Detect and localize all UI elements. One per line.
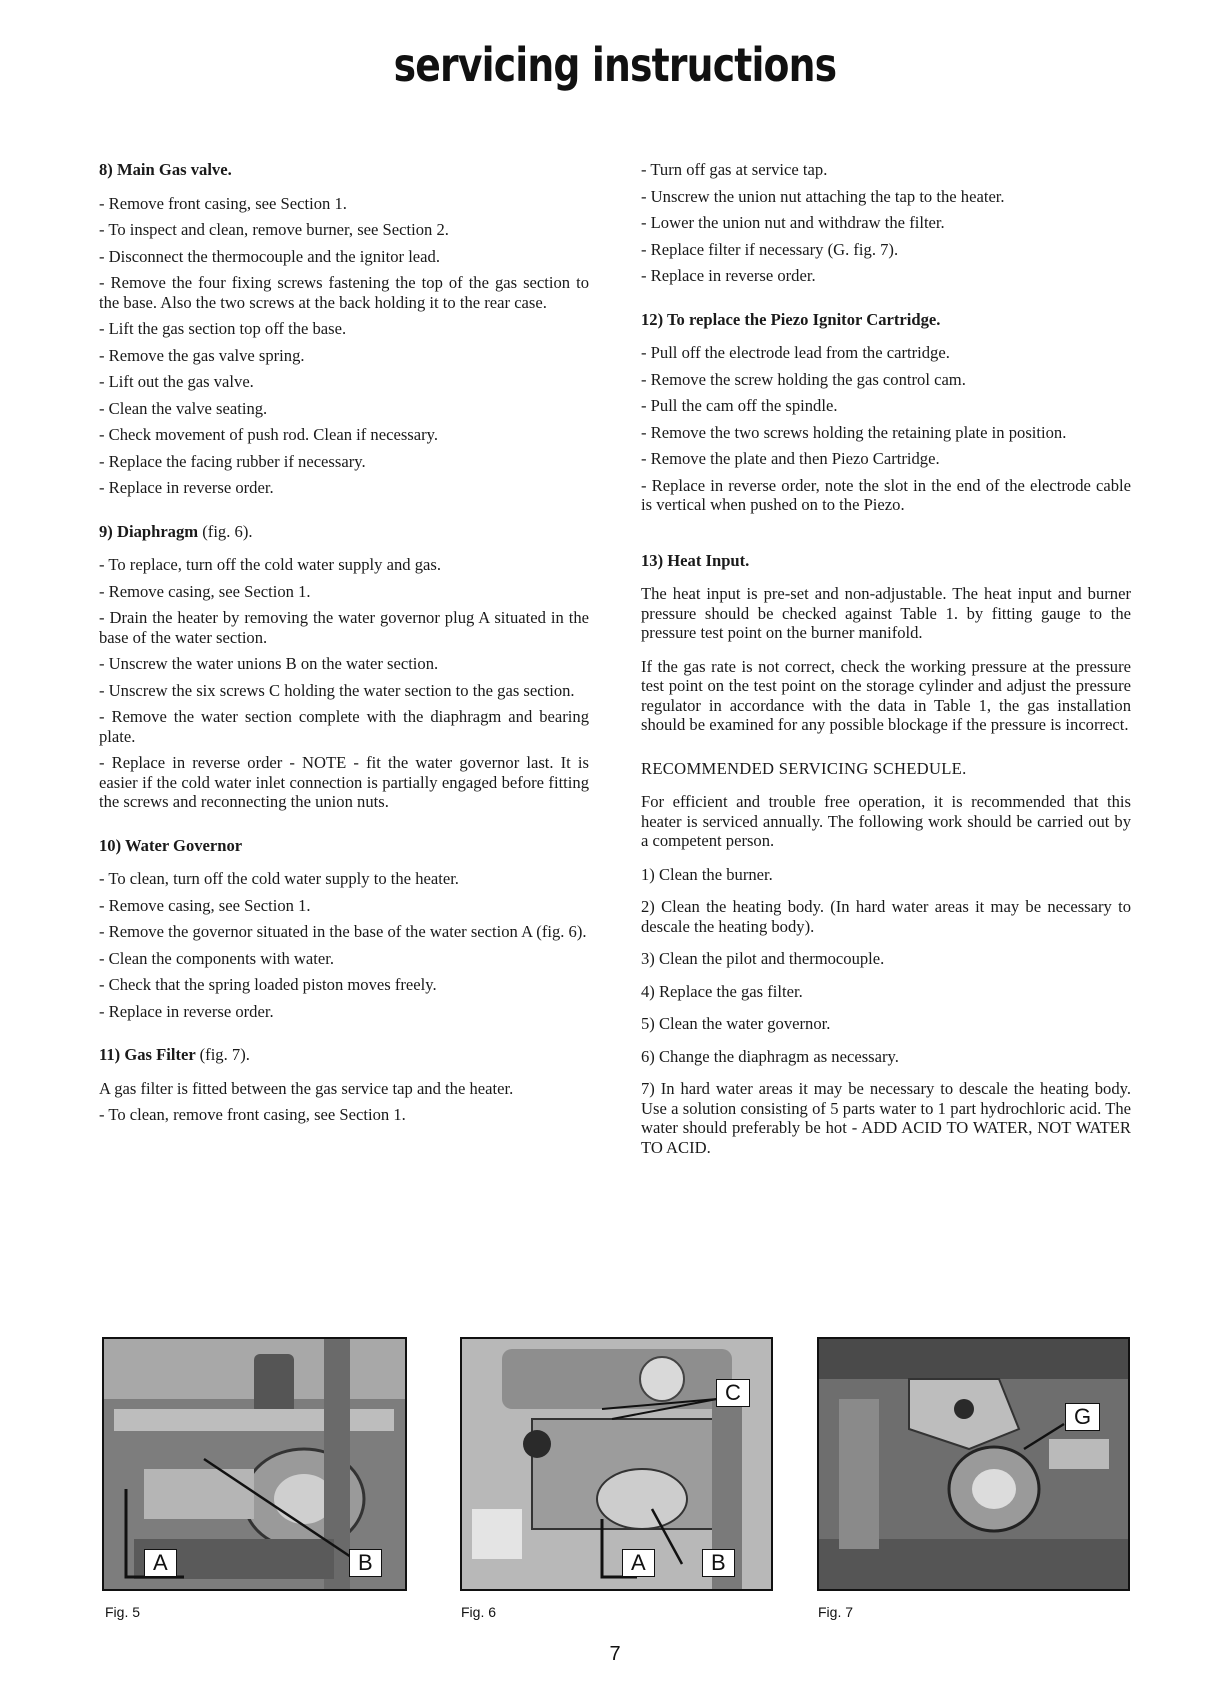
step: - Replace filter if necessary (G. fig. 7). bbox=[641, 239, 899, 259]
step: - Turn off gas at service tap. bbox=[641, 160, 828, 179]
step: - Replace in reverse order. bbox=[99, 1001, 274, 1021]
step: - Pull the cam off the spindle. bbox=[641, 396, 838, 415]
list-item: 5) Clean the water governor. bbox=[641, 1014, 831, 1033]
step: - To inspect and clean, remove burner, see Section 2. bbox=[99, 220, 449, 239]
step: - Check movement of push rod. Clean if necessary. bbox=[99, 425, 438, 444]
figure-reference: (fig. 6). bbox=[202, 521, 253, 541]
step: - Replace in reverse order. bbox=[99, 478, 274, 497]
section-piezo-ignitor bbox=[641, 310, 1131, 515]
step: - Replace in reverse order. bbox=[641, 266, 816, 285]
step: - Clean the components with water. bbox=[99, 948, 335, 968]
figure-5-caption: Fig. 5 bbox=[105, 1604, 141, 1620]
step: - Drain the heater by removing the water governor plug A situated in the base of the water section. bbox=[99, 608, 589, 647]
section-heading: 10) Water Governor bbox=[99, 835, 243, 855]
step: - Remove the two screws holding the retaining plate in position. bbox=[641, 422, 1067, 442]
figure-reference: (fig. 7). bbox=[199, 1045, 250, 1064]
step: - Remove the water section complete with the diaphragm and bearing plate. bbox=[99, 707, 589, 746]
section-heading: 12) To replace the Piezo Ignitor Cartridge. bbox=[641, 309, 941, 329]
section-water-governor bbox=[99, 836, 589, 1022]
step: - Lift the gas section top off the base. bbox=[99, 319, 347, 338]
figure-6-photo bbox=[460, 1337, 773, 1591]
list-item: 7) In hard water areas it may be necessary to descale the heating body. Use a solution consisting of 5 parts water to 1 part hydrochloric acid. The water should preferably be hot - ADD ACID TO WATER, NOT WATER TO ACID. bbox=[641, 1079, 1131, 1157]
step: - Remove the governor situated in the base of the water section A (fig. 6). bbox=[99, 922, 587, 941]
figure-label: A bbox=[622, 1549, 655, 1577]
paragraph: The heat input is pre-set and non-adjustable. The heat input and burner pressure should be checked against Table 1. by fitting gauge to the pressure test point on the burner manifold. bbox=[641, 584, 1131, 642]
step: - To clean, turn off the cold water supply to the heater. bbox=[99, 869, 459, 888]
section-diaphragm bbox=[99, 522, 589, 812]
step: - To replace, turn off the cold water supply and gas. bbox=[99, 555, 441, 574]
section-heading: 8) Main Gas valve. bbox=[99, 160, 232, 179]
section-heading: 13) Heat Input. bbox=[641, 550, 750, 570]
figure-6-caption: Fig. 6 bbox=[461, 1604, 497, 1620]
step: - Lower the union nut and withdraw the filter. bbox=[641, 213, 945, 232]
step: - Unscrew the six screws C holding the water section to the gas section. bbox=[99, 680, 575, 700]
step: - Disconnect the thermocouple and the ignitor lead. bbox=[99, 246, 440, 266]
step: - Remove the gas valve spring. bbox=[99, 345, 305, 365]
step: - Replace in reverse order - NOTE - fit the water governor last. It is easier if the cold water inlet connection is partially engaged before fitting the screws and reconnecting the union nuts. bbox=[99, 753, 589, 811]
section-gas-filter-continued bbox=[641, 160, 1131, 286]
list-item: 4) Replace the gas filter. bbox=[641, 981, 803, 1001]
figure-label: G bbox=[1065, 1403, 1100, 1431]
figure-5-photo bbox=[102, 1337, 407, 1591]
page-title: servicing instructions bbox=[393, 38, 837, 92]
step: - Remove the four fixing screws fastening the top of the gas section to the base. Also the two screws at the back holding it to the rear case. bbox=[99, 273, 589, 312]
step: - Remove casing, see Section 1. bbox=[99, 581, 311, 601]
intro-text: For efficient and trouble free operation, it is recommended that this heater is serviced annually. The following work should be carried out by a competent person. bbox=[641, 792, 1131, 850]
step: - Clean the valve seating. bbox=[99, 398, 268, 418]
intro-text: A gas filter is fitted between the gas service tap and the heater. bbox=[99, 1078, 514, 1098]
figure-7-caption: Fig. 7 bbox=[818, 1604, 854, 1620]
list-item: 2) Clean the heating body. (In hard water areas it may be necessary to descale the heating body). bbox=[641, 897, 1131, 936]
section-main-gas-valve bbox=[99, 160, 589, 498]
section-heading bbox=[99, 1045, 589, 1065]
heading-text: 9) Diaphragm bbox=[99, 521, 199, 541]
step: - Lift out the gas valve. bbox=[99, 372, 254, 391]
step: - Remove front casing, see Section 1. bbox=[99, 193, 347, 213]
step: - Remove casing, see Section 1. bbox=[99, 895, 311, 915]
section-gas-filter bbox=[99, 1045, 589, 1125]
section-heat-input bbox=[641, 551, 1131, 735]
section-heading: RECOMMENDED SERVICING SCHEDULE. bbox=[641, 758, 967, 778]
figure-label: A bbox=[144, 1549, 177, 1577]
step: - Replace in reverse order, note the slot in the end of the electrode cable is vertical when pushed on to the Piezo. bbox=[641, 475, 1131, 514]
page-number: 7 bbox=[609, 1643, 621, 1665]
step: - Unscrew the water unions B on the water section. bbox=[99, 654, 439, 673]
photo-illustration bbox=[819, 1339, 1128, 1589]
paragraph: If the gas rate is not correct, check the working pressure at the pressure test point on the test point on the storage cylinder and adjust the pressure regulator in accordance with the data in Table 1, the gas installation should be examined for any possible blockage if the pressure is incorrect. bbox=[641, 656, 1131, 734]
figure-label: B bbox=[702, 1549, 735, 1577]
heading-text: 11) Gas Filter bbox=[99, 1045, 196, 1064]
step: - Unscrew the union nut attaching the tap to the heater. bbox=[641, 186, 1005, 206]
figure-label: C bbox=[716, 1379, 750, 1407]
step: - Check that the spring loaded piston moves freely. bbox=[99, 975, 437, 994]
list-item: 6) Change the diaphragm as necessary. bbox=[641, 1046, 899, 1066]
list-item: 3) Clean the pilot and thermocouple. bbox=[641, 949, 885, 968]
step: - Remove the plate and then Piezo Cartridge. bbox=[641, 449, 940, 468]
step: - Replace the facing rubber if necessary. bbox=[99, 451, 366, 471]
figure-7-photo bbox=[817, 1337, 1130, 1591]
left-column bbox=[99, 160, 589, 1149]
right-column bbox=[641, 160, 1131, 1181]
step: - Remove the screw holding the gas control cam. bbox=[641, 369, 966, 389]
step: - Pull off the electrode lead from the cartridge. bbox=[641, 343, 950, 362]
figure-label: B bbox=[349, 1549, 382, 1577]
section-servicing-schedule bbox=[641, 759, 1131, 1158]
list-item: 1) Clean the burner. bbox=[641, 864, 773, 884]
step: - To clean, remove front casing, see Section 1. bbox=[99, 1105, 406, 1124]
section-heading bbox=[99, 522, 589, 542]
